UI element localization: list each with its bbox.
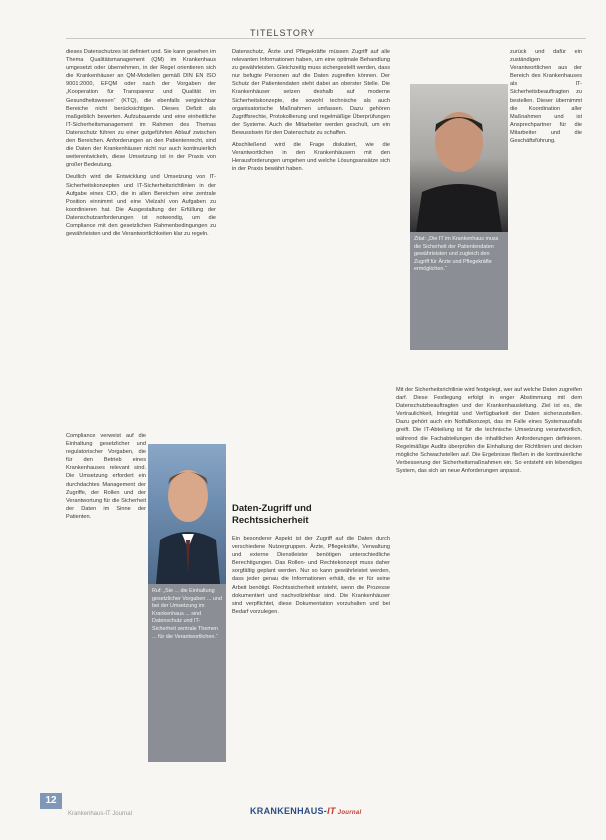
portrait-2-figure xyxy=(410,84,508,232)
portrait-photo-2 xyxy=(410,84,508,232)
paragraph: Compliance verweist auf die Einhaltung gesetzlicher und regulatorischer Vorgaben, die für den Betrieb eines Krankenhauses relevant sind. Die Umsetzung erfordert ein durchdachtes Management der Zugriffe, der Rollen und der Verantwortung für die Sicherheit der Daten im Sinne der Patienten. xyxy=(66,433,146,520)
section-heading: Daten-Zugriff und Rechtssicherheit xyxy=(232,503,312,526)
brand-logo xyxy=(250,806,361,816)
portrait-photo-1 xyxy=(148,444,226,584)
photo-caption-1: Ruf: „Sie ... die Einhaltung gesetzlicher Vorgaben ... und bei der Umsetzung im Krankenhaus ... sind Datenschutz und IT-Sicherheit zentrale Themen ... für die Verantwortlichen.“ xyxy=(148,584,226,762)
section-title: TITELSTORY xyxy=(250,28,316,38)
brand-suffix: Journal xyxy=(335,810,362,816)
page-number: 12 xyxy=(40,793,62,809)
brand-it: IT xyxy=(327,806,336,816)
column-2-lower-text xyxy=(232,535,390,616)
paragraph: Ein besonderer Aspekt ist der Zugriff auf die Daten durch verschiedene Nutzergruppen. Ärzte, Pflegekräfte, Verwaltung und externe Dienstleister benötigen unterschiedliche Berechtigungen. Das Rollen- und Rechtekonzept muss daher sorgfältig geplant werden. Nur so kann gewährleistet werden, dass jeder genau die Informationen erhält, die er für seine Arbeit benötigt. Rechtssicherheit entsteht, wenn die Prozesse dokumentiert und nachvollziehbar sind. Die Krankenhäuser sind verpflichtet, diese Dokumentation vorzuhalten und bei Bedarf vorzulegen. xyxy=(232,536,390,615)
column-1-lower-text xyxy=(66,432,146,521)
photo-caption-2: Zitat: „Die IT im Krankenhaus muss die Sicherheit der Patientendaten gewährleisten und zugleich den Zugriff für Ärzte und Pflegekräfte ermöglichen.“ xyxy=(410,232,508,350)
header-rule xyxy=(66,38,586,39)
portrait-1-figure xyxy=(148,444,226,584)
paragraph: Deutlich wird die Entwicklung und Umsetzung von IT-Sicherheitskonzepten und IT-Sicherheitsrichtlinien in der Aufgabe eines CIO, die in allen Bereichen eine zentrale Position einnimmt und eine Vielzahl von Aufgaben zu koordinieren hat. Die Ausgestaltung der Erfüllung der Datenschutzanforderungen ist notwendig, um die Compliance mit den gesetzlichen Rahmenbedingungen zu gewährleisten und die Verantwortlichkeiten klar zu regeln. xyxy=(66,174,216,238)
column-3-upper-text xyxy=(510,48,582,145)
footer-issue: Krankenhaus-IT Journal xyxy=(68,811,132,817)
paragraph: Abschließend wird die Frage diskutiert, wie die Verantwortlichen in den Krankenhäusern mit den Herausforderungen umgehen und welche Lösungsansätze sich in der Praxis bewährt haben. xyxy=(232,142,390,173)
column-2-text xyxy=(232,48,390,173)
column-3-text xyxy=(396,386,582,475)
column-1-text xyxy=(66,48,216,238)
paragraph: dieses Datenschutzes ist definiert und. Sie kann gesehen im Thema Qualitätsmanagement (QM) im Krankenhaus umgesetzt oder übernehmen, in der Regel orientieren sich die Krankenhäuser an QM-Modellen gemäß DIN EN ISO 9001:2000, EFQM oder nach der Vorgaben der „Kooperation für Transparenz und Qualität im Gesundheitswesen“ (KTQ), die ebenfalls vergleichbar Bereiche nicht berücksichtigen. Dieses Defizit als maßgeblich bewerten. Aufzubauende und eine einheitliche IT-Sicherheitsmanagement im Rahmen des Themas Datenschutz führen zu einer gutgeführten Ablauf zwischen den Bereichen. Anforderungen an den Patientenrecht, sind die Daten der Krankenhäuser nicht nur auch kontinuierlich weiterentwickeln, diese Umsetzung ist in der Praxis von großer Bedeutung. xyxy=(66,49,216,169)
paragraph: Datenschutz, Ärzte und Pflegekräfte müssen Zugriff auf alle relevanten Informationen haben, um eine optimale Behandlung zu gewährleisten. Gleichzeitig muss sichergestellt werden, dass nur befugte Personen auf die Daten zugreifen können. Der Schutz der Patientendaten steht dabei an oberster Stelle. Die Krankenhäuser setzen deshalb auf moderne Sicherheitskonzepte, die sowohl technische als auch organisatorische Maßnahmen umfassen. Dazu gehören Zugriffsrechte, Protokollierung und regelmäßige Überprüfungen der Systeme. Auch die Mitarbeiter werden geschult, um ein Bewusstsein für den Datenschutz zu schaffen. xyxy=(232,49,390,136)
paragraph: Mit der Sicherheitsrichtlinie wird festgelegt, wer auf welche Daten zugreifen darf. Diese Festlegung erfolgt in enger Abstimmung mit dem Datenschutzbeauftragten und der Krankenhausleitung. Ziel ist es, die Vertraulichkeit, Integrität und Verfügbarkeit der Daten sicherzustellen. Dazu gehört auch ein Notfallkonzept, das im Falle eines Systemausfalls greift. Die IT-Abteilung ist für die technische Umsetzung verantwortlich, während die Fachabteilungen die inhaltlichen Anforderungen definieren. Regelmäßige Audits überprüfen die Einhaltung der Richtlinien und decken mögliche Schwachstellen auf. Die Ergebnisse fließen in die kontinuierliche Verbesserung der Sicherheitsmaßnahmen ein. So entsteht ein lebendiges System, das sich an neue Anforderungen anpasst. xyxy=(396,387,582,474)
brand-main: KRANKENHAUS- xyxy=(250,806,328,816)
paragraph: zurück und dafür ein zuständigen Verantwortlichen aus der Bereich des Krankenhauses als IT-Sicherheitsbeauftragten zu bestellen. Dieser übernimmt die Koordination aller Maßnahmen und ist Ansprechpartner für die Mitarbeiter und die Geschäftsführung. xyxy=(510,49,582,145)
